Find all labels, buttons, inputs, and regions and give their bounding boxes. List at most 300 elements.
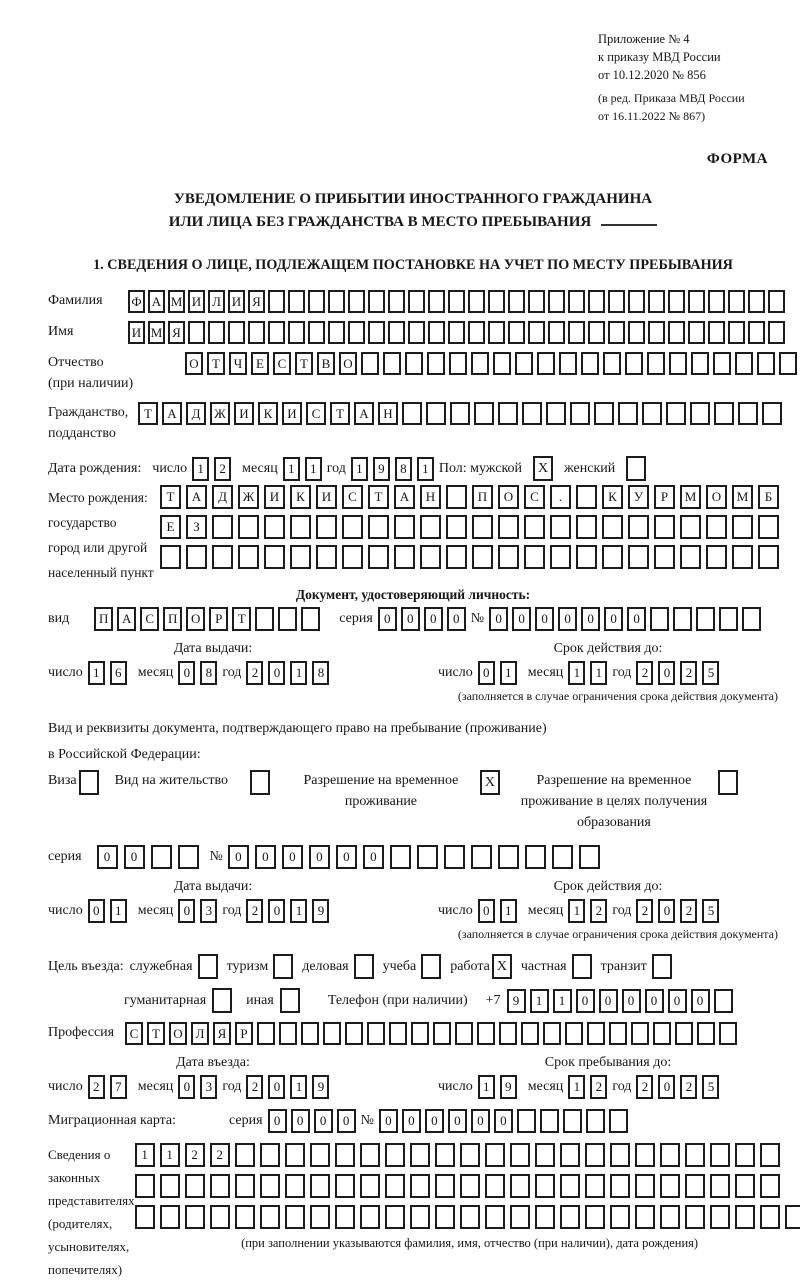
char-cell[interactable] xyxy=(610,1205,630,1229)
purpose-work-checkbox[interactable] xyxy=(492,954,512,979)
char-cell[interactable]: П xyxy=(472,485,493,509)
char-cell[interactable]: 2 xyxy=(636,1075,653,1099)
char-cell[interactable] xyxy=(433,1022,451,1045)
char-cell[interactable]: Л xyxy=(208,290,225,313)
valid-day-cells[interactable] xyxy=(478,661,517,685)
char-cell[interactable] xyxy=(279,1022,297,1045)
char-cell[interactable] xyxy=(388,290,405,313)
char-cell[interactable]: Т xyxy=(330,402,350,425)
char-cell[interactable] xyxy=(548,321,565,344)
char-cell[interactable]: 0 xyxy=(124,845,145,869)
char-cell[interactable] xyxy=(238,545,259,569)
char-cell[interactable] xyxy=(652,954,672,979)
char-cell[interactable] xyxy=(210,1205,230,1229)
char-cell[interactable]: . xyxy=(550,485,571,509)
char-cell[interactable] xyxy=(660,1205,680,1229)
char-cell[interactable] xyxy=(688,321,705,344)
char-cell[interactable]: 2 xyxy=(210,1143,230,1167)
purpose-tourism-checkbox[interactable] xyxy=(273,954,293,979)
char-cell[interactable] xyxy=(308,321,325,344)
birth-month-cells[interactable] xyxy=(283,457,322,481)
char-cell[interactable] xyxy=(602,545,623,569)
char-cell[interactable] xyxy=(685,1143,705,1167)
char-cell[interactable]: 0 xyxy=(489,607,508,631)
char-cell[interactable] xyxy=(348,290,365,313)
char-cell[interactable] xyxy=(178,845,199,869)
char-cell[interactable]: 7 xyxy=(110,1075,127,1099)
char-cell[interactable] xyxy=(576,545,597,569)
char-cell[interactable] xyxy=(757,352,775,375)
char-cell[interactable]: X xyxy=(533,456,553,481)
char-cell[interactable]: 0 xyxy=(447,607,466,631)
char-cell[interactable]: И xyxy=(234,402,254,425)
char-cell[interactable] xyxy=(385,1174,405,1198)
char-cell[interactable]: 1 xyxy=(135,1143,155,1167)
char-cell[interactable]: 1 xyxy=(290,899,307,923)
char-cell[interactable]: 1 xyxy=(160,1143,180,1167)
char-cell[interactable]: X xyxy=(480,770,500,795)
char-cell[interactable] xyxy=(650,607,669,631)
char-cell[interactable] xyxy=(488,321,505,344)
residence-issue-month-cells[interactable] xyxy=(178,899,217,923)
char-cell[interactable]: К xyxy=(258,402,278,425)
char-cell[interactable] xyxy=(768,321,785,344)
char-cell[interactable]: Н xyxy=(378,402,398,425)
char-cell[interactable] xyxy=(448,290,465,313)
char-cell[interactable]: 8 xyxy=(312,661,329,685)
char-cell[interactable]: П xyxy=(94,607,113,631)
legal-reps-row3-cells[interactable] xyxy=(135,1205,800,1229)
char-cell[interactable] xyxy=(260,1174,280,1198)
profession-cells[interactable] xyxy=(125,1022,737,1045)
char-cell[interactable]: 0 xyxy=(178,899,195,923)
char-cell[interactable] xyxy=(585,1174,605,1198)
char-cell[interactable] xyxy=(485,1174,505,1198)
char-cell[interactable] xyxy=(586,1109,605,1133)
char-cell[interactable] xyxy=(427,352,445,375)
char-cell[interactable] xyxy=(690,402,710,425)
char-cell[interactable]: 1 xyxy=(351,457,368,481)
char-cell[interactable]: И xyxy=(264,485,285,509)
residence-permit-checkbox[interactable] xyxy=(250,770,270,795)
residence-valid-year-cells[interactable] xyxy=(636,899,719,923)
surname-cells[interactable] xyxy=(128,290,785,313)
char-cell[interactable]: Т xyxy=(232,607,251,631)
char-cell[interactable] xyxy=(368,321,385,344)
char-cell[interactable] xyxy=(323,1022,341,1045)
char-cell[interactable] xyxy=(402,402,422,425)
char-cell[interactable] xyxy=(498,402,518,425)
char-cell[interactable] xyxy=(360,1174,380,1198)
char-cell[interactable] xyxy=(719,1022,737,1045)
char-cell[interactable] xyxy=(548,290,565,313)
issue-month-cells[interactable] xyxy=(178,661,217,685)
char-cell[interactable] xyxy=(628,321,645,344)
char-cell[interactable] xyxy=(273,954,293,979)
char-cell[interactable]: 0 xyxy=(268,899,285,923)
char-cell[interactable]: Е xyxy=(251,352,269,375)
char-cell[interactable]: 1 xyxy=(530,989,549,1013)
char-cell[interactable]: 0 xyxy=(658,1075,675,1099)
char-cell[interactable] xyxy=(301,607,320,631)
char-cell[interactable] xyxy=(697,1022,715,1045)
char-cell[interactable] xyxy=(728,290,745,313)
char-cell[interactable] xyxy=(360,1205,380,1229)
char-cell[interactable] xyxy=(654,515,675,539)
char-cell[interactable] xyxy=(426,402,446,425)
residence-series-cells[interactable] xyxy=(97,845,199,869)
char-cell[interactable]: 0 xyxy=(337,1109,356,1133)
char-cell[interactable] xyxy=(732,515,753,539)
entry-month-cells[interactable] xyxy=(178,1075,217,1099)
char-cell[interactable] xyxy=(288,290,305,313)
char-cell[interactable] xyxy=(653,1022,671,1045)
char-cell[interactable]: 1 xyxy=(110,899,127,923)
char-cell[interactable]: 2 xyxy=(636,661,653,685)
char-cell[interactable] xyxy=(521,1022,539,1045)
char-cell[interactable] xyxy=(635,1205,655,1229)
char-cell[interactable]: О xyxy=(185,352,203,375)
edu-permit-checkbox[interactable] xyxy=(718,770,738,795)
migration-number-cells[interactable] xyxy=(379,1109,628,1133)
char-cell[interactable]: 0 xyxy=(604,607,623,631)
purpose-private-checkbox[interactable] xyxy=(572,954,592,979)
char-cell[interactable] xyxy=(411,1022,429,1045)
char-cell[interactable] xyxy=(528,321,545,344)
char-cell[interactable] xyxy=(417,845,438,869)
char-cell[interactable] xyxy=(485,1143,505,1167)
char-cell[interactable]: 5 xyxy=(702,661,719,685)
char-cell[interactable] xyxy=(471,845,492,869)
char-cell[interactable] xyxy=(708,290,725,313)
char-cell[interactable] xyxy=(758,515,779,539)
char-cell[interactable] xyxy=(498,845,519,869)
char-cell[interactable] xyxy=(335,1174,355,1198)
doc-series-cells[interactable] xyxy=(378,607,466,631)
char-cell[interactable] xyxy=(535,1205,555,1229)
char-cell[interactable] xyxy=(367,1022,385,1045)
char-cell[interactable] xyxy=(210,1174,230,1198)
char-cell[interactable] xyxy=(257,1022,275,1045)
char-cell[interactable] xyxy=(546,402,566,425)
char-cell[interactable]: 1 xyxy=(305,457,322,481)
char-cell[interactable] xyxy=(710,1205,730,1229)
char-cell[interactable]: 0 xyxy=(622,989,641,1013)
char-cell[interactable]: 0 xyxy=(599,989,618,1013)
char-cell[interactable]: 0 xyxy=(494,1109,513,1133)
char-cell[interactable] xyxy=(760,1205,780,1229)
char-cell[interactable] xyxy=(685,1205,705,1229)
char-cell[interactable] xyxy=(543,1022,561,1045)
char-cell[interactable] xyxy=(524,515,545,539)
char-cell[interactable] xyxy=(255,607,274,631)
char-cell[interactable]: А xyxy=(354,402,374,425)
char-cell[interactable] xyxy=(528,290,545,313)
char-cell[interactable] xyxy=(212,515,233,539)
char-cell[interactable]: Б xyxy=(758,485,779,509)
char-cell[interactable] xyxy=(383,352,401,375)
char-cell[interactable] xyxy=(635,1143,655,1167)
char-cell[interactable]: 0 xyxy=(512,607,531,631)
char-cell[interactable]: 0 xyxy=(268,1075,285,1099)
char-cell[interactable] xyxy=(714,989,733,1013)
char-cell[interactable] xyxy=(648,321,665,344)
char-cell[interactable]: А xyxy=(148,290,165,313)
char-cell[interactable] xyxy=(660,1174,680,1198)
char-cell[interactable] xyxy=(235,1143,255,1167)
char-cell[interactable]: 0 xyxy=(448,1109,467,1133)
char-cell[interactable]: 0 xyxy=(178,1075,195,1099)
char-cell[interactable]: 0 xyxy=(378,607,397,631)
char-cell[interactable]: 1 xyxy=(500,899,517,923)
char-cell[interactable]: Е xyxy=(160,515,181,539)
char-cell[interactable] xyxy=(732,545,753,569)
char-cell[interactable] xyxy=(610,1174,630,1198)
char-cell[interactable] xyxy=(472,515,493,539)
char-cell[interactable]: Л xyxy=(191,1022,209,1045)
char-cell[interactable] xyxy=(335,1143,355,1167)
char-cell[interactable] xyxy=(388,321,405,344)
purpose-transit-checkbox[interactable] xyxy=(652,954,672,979)
char-cell[interactable]: 0 xyxy=(401,607,420,631)
char-cell[interactable] xyxy=(714,402,734,425)
char-cell[interactable]: 0 xyxy=(471,1109,490,1133)
char-cell[interactable] xyxy=(460,1143,480,1167)
char-cell[interactable] xyxy=(609,1109,628,1133)
char-cell[interactable]: 0 xyxy=(255,845,276,869)
char-cell[interactable]: М xyxy=(168,290,185,313)
char-cell[interactable] xyxy=(570,402,590,425)
char-cell[interactable] xyxy=(785,1205,800,1229)
char-cell[interactable]: 1 xyxy=(590,661,607,685)
char-cell[interactable] xyxy=(208,321,225,344)
char-cell[interactable]: О xyxy=(339,352,357,375)
char-cell[interactable] xyxy=(420,515,441,539)
char-cell[interactable]: У xyxy=(628,485,649,509)
char-cell[interactable] xyxy=(510,1143,530,1167)
char-cell[interactable] xyxy=(560,1174,580,1198)
residence-issue-year-cells[interactable] xyxy=(246,899,329,923)
char-cell[interactable]: Н xyxy=(420,485,441,509)
stay-year-cells[interactable] xyxy=(636,1075,719,1099)
char-cell[interactable] xyxy=(517,1109,536,1133)
char-cell[interactable]: М xyxy=(148,321,165,344)
birth-place-row1-cells[interactable] xyxy=(160,485,779,509)
char-cell[interactable] xyxy=(280,988,300,1013)
char-cell[interactable]: М xyxy=(680,485,701,509)
char-cell[interactable] xyxy=(160,1174,180,1198)
purpose-business-checkbox[interactable] xyxy=(198,954,218,979)
char-cell[interactable]: С xyxy=(273,352,291,375)
char-cell[interactable] xyxy=(608,290,625,313)
char-cell[interactable] xyxy=(579,845,600,869)
char-cell[interactable]: 0 xyxy=(282,845,303,869)
char-cell[interactable]: А xyxy=(162,402,182,425)
char-cell[interactable] xyxy=(568,290,585,313)
char-cell[interactable] xyxy=(666,402,686,425)
char-cell[interactable] xyxy=(485,1205,505,1229)
char-cell[interactable] xyxy=(758,545,779,569)
char-cell[interactable] xyxy=(738,402,758,425)
char-cell[interactable] xyxy=(477,1022,495,1045)
char-cell[interactable] xyxy=(394,515,415,539)
char-cell[interactable] xyxy=(328,321,345,344)
stay-month-cells[interactable] xyxy=(568,1075,607,1099)
char-cell[interactable] xyxy=(537,352,555,375)
char-cell[interactable] xyxy=(748,321,765,344)
char-cell[interactable]: Т xyxy=(138,402,158,425)
char-cell[interactable] xyxy=(285,1143,305,1167)
char-cell[interactable]: 0 xyxy=(178,661,195,685)
phone-cells[interactable] xyxy=(507,989,733,1013)
char-cell[interactable] xyxy=(719,607,738,631)
char-cell[interactable]: 8 xyxy=(200,661,217,685)
char-cell[interactable]: К xyxy=(290,485,311,509)
char-cell[interactable]: С xyxy=(342,485,363,509)
char-cell[interactable]: 0 xyxy=(658,661,675,685)
char-cell[interactable] xyxy=(342,545,363,569)
char-cell[interactable] xyxy=(348,321,365,344)
char-cell[interactable]: Т xyxy=(147,1022,165,1045)
purpose-study-checkbox[interactable] xyxy=(421,954,441,979)
char-cell[interactable]: 3 xyxy=(200,1075,217,1099)
char-cell[interactable]: 9 xyxy=(373,457,390,481)
char-cell[interactable]: А xyxy=(186,485,207,509)
char-cell[interactable]: 1 xyxy=(283,457,300,481)
char-cell[interactable] xyxy=(568,321,585,344)
char-cell[interactable]: 0 xyxy=(97,845,118,869)
char-cell[interactable]: 1 xyxy=(568,899,585,923)
citizenship-cells[interactable] xyxy=(138,402,782,425)
char-cell[interactable] xyxy=(285,1174,305,1198)
char-cell[interactable]: Т xyxy=(368,485,389,509)
char-cell[interactable]: 0 xyxy=(691,989,710,1013)
char-cell[interactable]: И xyxy=(128,321,145,344)
char-cell[interactable] xyxy=(668,321,685,344)
char-cell[interactable] xyxy=(628,545,649,569)
char-cell[interactable] xyxy=(260,1205,280,1229)
char-cell[interactable] xyxy=(361,352,379,375)
char-cell[interactable]: С xyxy=(140,607,159,631)
char-cell[interactable]: 2 xyxy=(246,1075,263,1099)
char-cell[interactable] xyxy=(428,321,445,344)
char-cell[interactable]: Т xyxy=(160,485,181,509)
char-cell[interactable] xyxy=(449,352,467,375)
char-cell[interactable]: Ж xyxy=(238,485,259,509)
char-cell[interactable] xyxy=(135,1205,155,1229)
char-cell[interactable] xyxy=(268,321,285,344)
char-cell[interactable]: 0 xyxy=(291,1109,310,1133)
char-cell[interactable]: 0 xyxy=(228,845,249,869)
sex-male-checkbox[interactable] xyxy=(533,456,553,481)
char-cell[interactable]: И xyxy=(188,290,205,313)
char-cell[interactable] xyxy=(668,290,685,313)
char-cell[interactable] xyxy=(446,515,467,539)
char-cell[interactable] xyxy=(185,1174,205,1198)
char-cell[interactable] xyxy=(602,515,623,539)
char-cell[interactable]: 0 xyxy=(268,1109,287,1133)
char-cell[interactable] xyxy=(735,1174,755,1198)
char-cell[interactable] xyxy=(260,1143,280,1167)
char-cell[interactable] xyxy=(628,515,649,539)
char-cell[interactable]: И xyxy=(228,290,245,313)
legal-reps-row1-cells[interactable] xyxy=(135,1143,800,1167)
char-cell[interactable]: 2 xyxy=(88,1075,105,1099)
char-cell[interactable] xyxy=(212,988,232,1013)
char-cell[interactable] xyxy=(654,545,675,569)
char-cell[interactable] xyxy=(264,545,285,569)
char-cell[interactable] xyxy=(728,321,745,344)
char-cell[interactable] xyxy=(446,485,467,509)
char-cell[interactable]: 0 xyxy=(268,661,285,685)
char-cell[interactable]: Д xyxy=(212,485,233,509)
char-cell[interactable] xyxy=(450,402,470,425)
char-cell[interactable]: 1 xyxy=(290,1075,307,1099)
char-cell[interactable] xyxy=(608,321,625,344)
char-cell[interactable] xyxy=(354,954,374,979)
char-cell[interactable] xyxy=(760,1174,780,1198)
char-cell[interactable] xyxy=(264,515,285,539)
char-cell[interactable]: А xyxy=(117,607,136,631)
char-cell[interactable] xyxy=(472,545,493,569)
char-cell[interactable] xyxy=(290,545,311,569)
char-cell[interactable] xyxy=(735,1205,755,1229)
char-cell[interactable] xyxy=(468,290,485,313)
char-cell[interactable]: 2 xyxy=(590,899,607,923)
purpose-other-checkbox[interactable] xyxy=(280,988,300,1013)
char-cell[interactable] xyxy=(498,515,519,539)
char-cell[interactable]: Т xyxy=(295,352,313,375)
char-cell[interactable]: Ч xyxy=(229,352,247,375)
char-cell[interactable]: А xyxy=(394,485,415,509)
char-cell[interactable]: Я xyxy=(168,321,185,344)
char-cell[interactable] xyxy=(648,290,665,313)
char-cell[interactable] xyxy=(368,545,389,569)
char-cell[interactable] xyxy=(328,290,345,313)
birth-place-row2-cells[interactable] xyxy=(160,515,779,539)
char-cell[interactable] xyxy=(212,545,233,569)
char-cell[interactable] xyxy=(762,402,782,425)
char-cell[interactable]: Д xyxy=(186,402,206,425)
char-cell[interactable] xyxy=(510,1174,530,1198)
char-cell[interactable] xyxy=(342,515,363,539)
char-cell[interactable]: С xyxy=(306,402,326,425)
birth-day-cells[interactable] xyxy=(192,457,231,481)
char-cell[interactable] xyxy=(360,1143,380,1167)
char-cell[interactable] xyxy=(522,402,542,425)
char-cell[interactable] xyxy=(760,1143,780,1167)
stay-day-cells[interactable] xyxy=(478,1075,517,1099)
char-cell[interactable] xyxy=(460,1205,480,1229)
char-cell[interactable] xyxy=(735,352,753,375)
char-cell[interactable] xyxy=(515,352,533,375)
char-cell[interactable]: 1 xyxy=(290,661,307,685)
char-cell[interactable] xyxy=(310,1174,330,1198)
char-cell[interactable] xyxy=(238,515,259,539)
char-cell[interactable]: Р xyxy=(654,485,675,509)
char-cell[interactable] xyxy=(151,845,172,869)
char-cell[interactable] xyxy=(642,402,662,425)
char-cell[interactable] xyxy=(718,770,738,795)
char-cell[interactable] xyxy=(235,1205,255,1229)
char-cell[interactable] xyxy=(550,545,571,569)
char-cell[interactable] xyxy=(493,352,511,375)
valid-year-cells[interactable] xyxy=(636,661,719,685)
char-cell[interactable]: 1 xyxy=(500,661,517,685)
char-cell[interactable] xyxy=(635,1174,655,1198)
char-cell[interactable] xyxy=(288,321,305,344)
char-cell[interactable] xyxy=(394,545,415,569)
